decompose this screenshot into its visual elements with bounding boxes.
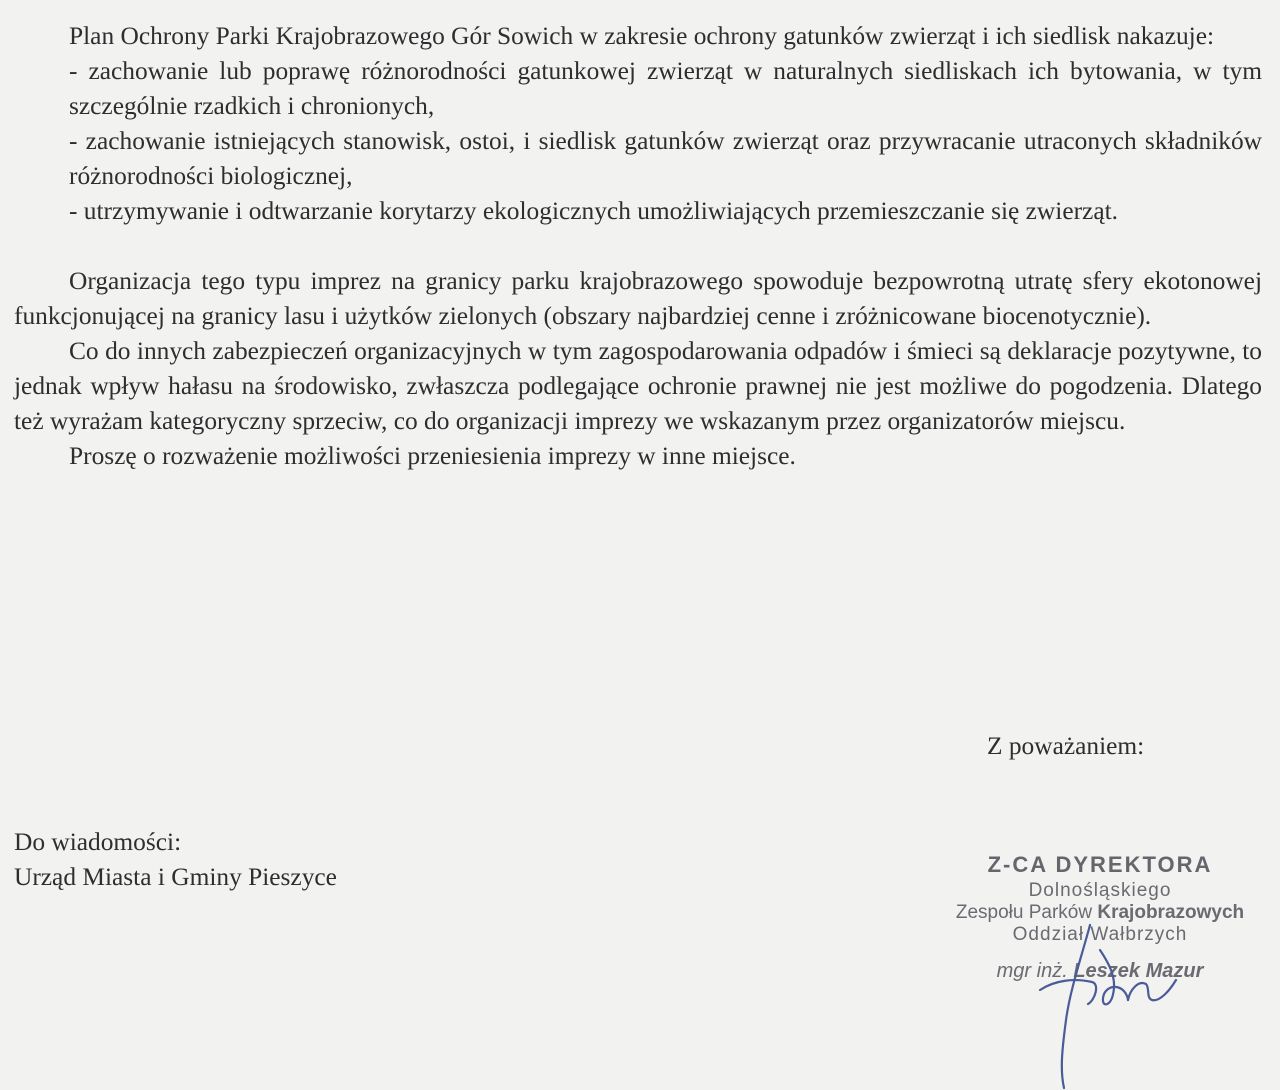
stamp-line-1: Dolnośląskiego: [1028, 880, 1172, 901]
closing-phrase: Z poważaniem:: [987, 732, 1145, 760]
handwritten-signature: [1000, 920, 1260, 1090]
stamp-line-2-prefix: Zespołu Parków: [955, 902, 1098, 923]
list-item: - zachowanie istniejących stanowisk, ostoi, i siedlisk gatunków zwierząt oraz przywracanie utraconych składników różnorodności biologicznej,: [69, 127, 1262, 190]
list-item: - zachowanie lub poprawę różnorodności gatunkowej zwierząt w naturalnych siedliskach ich bytowania, w tym szczególnie rzadkich i chronionych,: [69, 57, 1262, 120]
letter-body: [14, 19, 1262, 474]
stamp-line-2-bold: Krajobrazowych: [1097, 902, 1245, 923]
stamp-name: Leszek Mazur: [1073, 960, 1204, 982]
stamp-degree: mgr inż.: [996, 960, 1068, 982]
cc-recipient: Urząd Miasta i Gminy Pieszyce: [14, 863, 337, 891]
cc-label: Do wiadomości:: [14, 828, 182, 856]
stamp-title: Z-CA DYREKTORA: [987, 852, 1213, 877]
stamp-line-3: Oddział Wałbrzych: [1012, 924, 1188, 945]
paragraph-objection: Co do innych zabezpieczeń organizacyjnych w tym zagospodarowania odpadów i śmieci są deklaracje pozytywne, to jednak wpływ hałasu na środowisko, zwłaszcza podlegające ochronie prawnej nie jest możliwe do pogodzenia. Dlatego też wyrażam kategoryczny sprzeciw, co do organizacji imprezy we wskazanym przez organizatorów miejscu.: [14, 337, 1262, 435]
paragraph-ecotone: Organizacja tego typu imprez na granicy parku krajobrazowego spowoduje bezpowrotną utratę sfery ekotonowej funkcjonującej na granicy lasu i użytków zielonych (obszary najbardziej cenne i zróżnicowane biocenotycznie).: [14, 267, 1262, 330]
paragraph-gap: [14, 229, 1262, 264]
requirements-list: [14, 54, 1262, 229]
paragraph-intro: Plan Ochrony Parki Krajobrazowego Gór Sowich w zakresie ochrony gatunków zwierząt i ich siedlisk nakazuje:: [69, 22, 1215, 50]
paragraph-request: Proszę o rozważenie możliwości przeniesienia imprezy w inne miejsce.: [69, 442, 796, 470]
carbon-copy: [14, 825, 337, 895]
list-item: - utrzymywanie i odtwarzanie korytarzy ekologicznych umożliwiających przemieszczanie się zwierząt.: [69, 197, 1118, 225]
